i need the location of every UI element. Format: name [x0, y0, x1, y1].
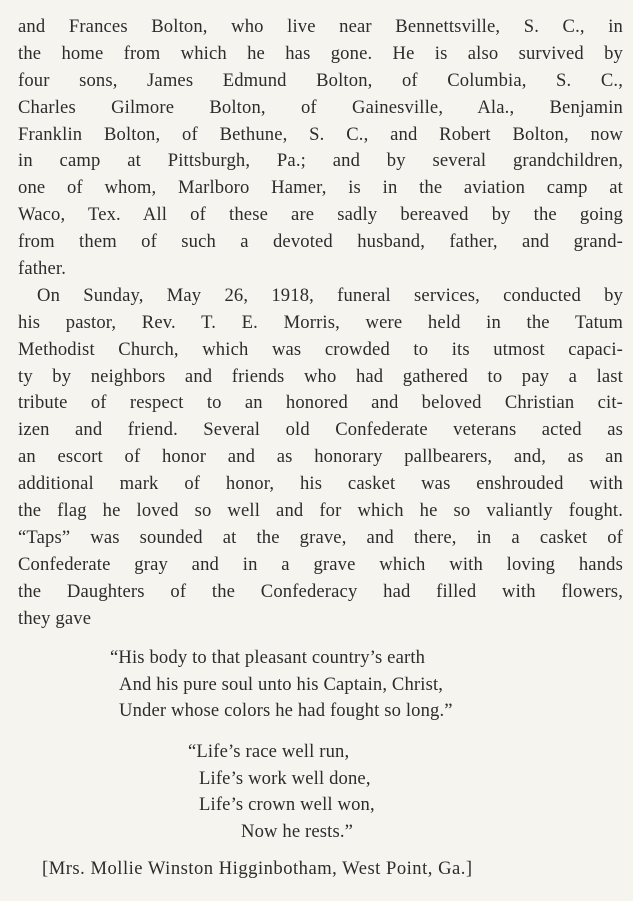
text-line: an escort of honor and as honorary pallbearers, and, as an [18, 446, 623, 468]
text-line: Charles Gilmore Bolton, of Gainesville, Ala., Benjamin [18, 96, 623, 118]
text-line: Methodist Church, which was crowded to its utmost capaci- [18, 338, 623, 360]
poem-line: Life’s crown well won, [199, 794, 375, 815]
text-line: the home from which he has gone. He is also survived by [18, 42, 623, 64]
text-line: additional mark of honor, his casket was enshrouded with [18, 473, 623, 495]
text-line: one of whom, Marlboro Hamer, is in the aviation camp at [18, 177, 623, 199]
attribution-text: [Mrs. Mollie Winston Higginbotham, West Point, Ga.] [42, 858, 473, 879]
text-line: tribute of respect to an honored and beloved Christian cit- [18, 392, 623, 414]
paragraph-survivors [18, 14, 623, 283]
poem-line: Now he rests.” [241, 820, 354, 842]
text-line: “Taps” was sounded at the grave, and there, in a casket of [18, 526, 623, 548]
poem-stanza-1 [110, 645, 570, 725]
text-line: they gave [18, 607, 92, 629]
text-line: ty by neighbors and friends who had gathered to pay a last [18, 365, 623, 387]
poem-line: “Life’s race well run, [188, 741, 350, 762]
document-page [18, 14, 623, 632]
paragraph-funeral [18, 283, 623, 633]
text-line: Confederate gray and in a grave which with loving hands [18, 553, 623, 575]
text-line: izen and friend. Several old Confederate veterans acted as [18, 419, 623, 441]
text-line: the Daughters of the Confederacy had filled with flowers, [18, 580, 623, 602]
text-line: his pastor, Rev. T. E. Morris, were held in the Tatum [18, 311, 623, 333]
poem-line: And his pure soul unto his Captain, Christ, [119, 673, 444, 695]
text-line: from them of such a devoted husband, father, and grand- [18, 231, 623, 253]
text-line: Waco, Tex. All of these are sadly bereaved by the going [18, 204, 623, 226]
poem-stanza-2 [188, 739, 488, 845]
text-line: and Frances Bolton, who live near Bennettsville, S. C., in [18, 16, 623, 37]
poem-line: “His body to that pleasant country’s earth [110, 647, 426, 668]
text-line: in camp at Pittsburgh, Pa.; and by several grandchildren, [18, 150, 623, 172]
text-line: four sons, James Edmund Bolton, of Columbia, S. C., [18, 69, 623, 91]
text-line: father. [18, 258, 67, 280]
text-line: the flag he loved so well and for which he so valiantly fought. [18, 500, 623, 522]
poem-line: Under whose colors he had fought so long.” [119, 700, 453, 721]
text-line: On Sunday, May 26, 1918, funeral services, conducted by [37, 284, 623, 306]
text-line: Franklin Bolton, of Bethune, S. C., and Robert Bolton, now [18, 123, 623, 145]
poem-line: Life’s work well done, [199, 767, 371, 789]
attribution [42, 856, 602, 882]
